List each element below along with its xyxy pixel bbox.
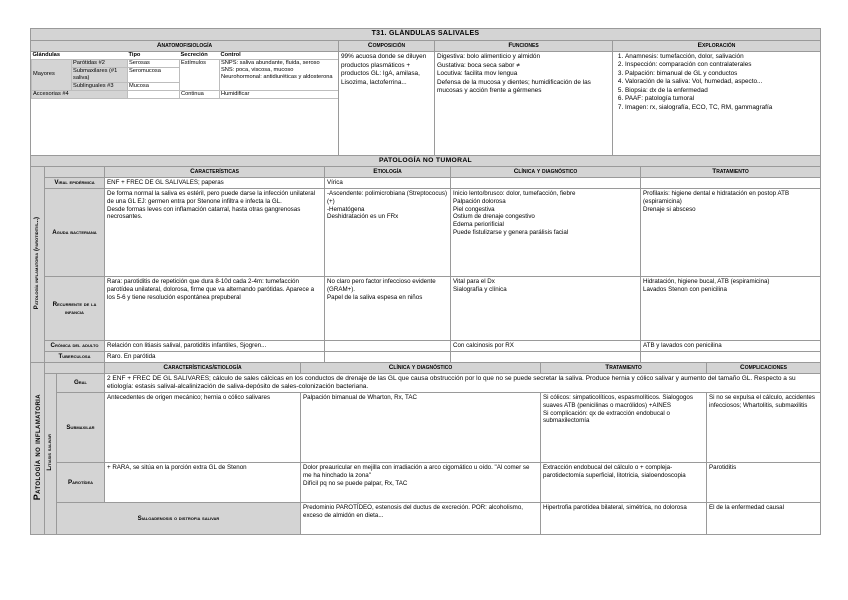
row-label-recurrente: Recurrente de la infancia [45,277,105,341]
overview-table [30,28,821,167]
list-item: 2. Inspección: comparación con contralaterales [625,61,818,69]
parotidea-caracteristicas: + RARA, se sitúa en la porción extra GL de Stenon [105,463,301,503]
mayores-label: Mayores [32,59,72,90]
sublinguales-tipo: Mucosa [128,82,180,90]
aguda-caracteristicas: De forma normal la saliva es estéril, pero puede darse la infección unilateral de una GL EJ: germen entra por Stenone infiltra e infecta la GL. Desde formas leves con inflamación catarral, hasta otras gangrenosas necrosantes. [105,189,325,277]
row-label-submaxilar: Submaxilar [57,393,105,463]
aguda-tratamiento: Profilaxis: higiene dental e hidratación en postop ATB (espiramicina) Drenaje si absceso [641,189,821,277]
col-secrecion: Secreción [180,51,208,58]
cronica-etiologia [325,341,451,352]
header-caract-etiologia: Características/etiología [105,362,301,373]
exploracion-cell [613,51,821,155]
list-item: 3. Palpación: bimanual de GL y conductos [625,70,818,78]
submaxilar-tratamiento: Si cólicos: simpaticolíticos, espasmolíticos. Sialogogos suaves ATB (penicilinas o macrólidos) +AINES Si complicación: qx de extracción endobucal o submaxilectomía [541,393,707,463]
aguda-clinica: Inicio lento/brusco: dolor, tumefacción, fiebre Palpación dolorosa Piel congestiva Ostium de drenaje congestivo Edema periorificial Puede fistulizarse y genera parálisis facial [451,189,641,277]
tuberculosa-etiologia [325,351,451,362]
no-inflamatoria-table [30,362,821,535]
estimulos: Estímulos [180,59,220,90]
header-caracteristicas: Características [105,167,325,178]
anatomia-cell [31,51,339,155]
recurrente-caracteristicas: Rara: parotiditis de repetición que dura 8-10d cada 2-4m: tumefacción parotídea unilateral, dolorosa, firme que va alternando parótidas. Aparece a los 5-6 y tiene resolución espontánea prepuberal [105,277,325,341]
header-clinica-dx: Clínica y diagnóstico [301,362,541,373]
anatomia-table [31,52,339,99]
tuberculosa-clinica [451,351,641,362]
row-label-cronica: Crónica del adulto [45,341,105,352]
list-item: 6. PAAF: patología tumoral [625,95,818,103]
inflamatoria-vertical-label: Patología inflamatoria (parotiditis...) [31,167,45,362]
row-label-gral: Gral [57,373,105,392]
sialoadenosis-caracteristicas: Predominio PAROTÍDEO, estenosis del ductus de excreción. POR: alcoholismo, exceso de almidón en dieta... [301,503,541,535]
row-label-tuberculosa: Tuberculosa [45,351,105,362]
exploracion-header: Exploración [613,40,821,51]
col-glandulas: Glándulas [32,51,60,58]
inflamatoria-table [30,166,821,362]
anatomia-header: Anatomofisiología [31,40,339,51]
parotidea-clinica: Dolor preauricular en mejilla con irradiación a arco cigomático u oído. "Al comer se me ha hinchado la zona" Difícil pq no se puede palpar, Rx, TAC [301,463,541,503]
parotidea-tratamiento: Extracción endobucal del cálculo o + compleja- parotidectomía superficial, litotricia, sialoendoscopia [541,463,707,503]
continua: Continua [180,90,220,98]
recurrente-tratamiento: Hidratación, higiene bucal, ATB (espiramicina) Lavados Stenon con penicilina [641,277,821,341]
litiasis-vertical-label: Litiasis salivar [45,373,57,534]
col-control: Control [220,51,241,58]
tuberculosa-tratamiento [641,351,821,362]
sialoadenosis-clinica: Hipertrofia parotídea bilateral, simétrica, no dolorosa [541,503,707,535]
no-inflamatoria-vertical-label: Patología no inflamatoria [31,362,45,534]
submaxilares-tipo: Seromucosa [128,67,180,82]
list-item: 4. Valoración de la saliva: Vol, humedad, aspecto... [625,78,818,86]
cronica-caracteristicas: Relación con litiasis salival, parotiditis infantiles, Sjogren... [105,341,325,352]
parotidas-tipo: Serosas [128,59,180,67]
row-label-aguda: Aguda bacteriana [45,189,105,277]
composicion-text: 99% acuosa donde se diluyen productos plasmáticos + productos GL: IgA, amilasa, Lisozima, lactoferrina... [339,51,435,155]
tuberculosa-caracteristicas: Raro. En parótida [105,351,325,362]
col-tipo: Tipo [128,51,141,58]
list-item: 7. Imagen: rx, sialografía, ECO, TC, RM, gammagrafía [625,104,818,112]
header-clinica: Clínica y diagnóstico [451,167,641,178]
parotidea-complicaciones: Parotiditis [707,463,821,503]
submaxilar-clinica: Palpación bimanual de Wharton, Rx, TAC [301,393,541,463]
header-complicaciones: Complicaciones [707,362,821,373]
submaxilares-label: Submaxilares (#1 saliva) [72,67,128,82]
viral-tratamiento [641,178,821,189]
viral-etiologia: Vírica [325,178,451,189]
control-text: SNPS: saliva abundante, fluida, seroso SNS: poca, viscosa, mucoso Neurohormonal: antidiuréticas y aldosterona [220,59,339,90]
header-etiologia: Etiología [325,167,451,178]
row-label-sialoadenosis: Sialoadenosis o distrofia salivar [57,503,301,535]
document-page [30,28,820,535]
page-title: T31. GLÁNDULAS SALIVALES [31,29,821,41]
viral-clinica [451,178,641,189]
composicion-header: Composición [339,40,435,51]
patologia-no-tumoral-title: PATOLOGÍA NO TUMORAL [31,155,821,166]
list-item: 1. Anamnesis: tumefacción, dolor, salivación [625,53,818,61]
row-label-parotidea: Parotídea [57,463,105,503]
parotidas-label: Parótidas #2 [72,59,128,67]
funciones-text: Digestiva: bolo alimenticio y almidón Gustativa: boca seca sabor ≠ Locutiva: facilita mov lengua Defensa de la mucosa y dientes; humidificación de las mucosas y acción frente a gérmenes [435,51,613,155]
header-tratamiento-2: Tratamiento [541,362,707,373]
list-item: 5. Biopsia: dx de la enfermedad [625,87,818,95]
submaxilar-complicaciones: Si no se expulsa el cálculo, accidentes infecciosos; Whartolitis, submaxilitis [707,393,821,463]
viral-caracteristicas: ENF + FREC DE GL SALIVALES; paperas [105,178,325,189]
row-label-viral: Viral epidérmica [45,178,105,189]
sialoadenosis-tratamiento: El de la enfermedad causal [707,503,821,535]
exploracion-list [615,53,818,112]
header-tratamiento: Tratamiento [641,167,821,178]
cronica-clinica: Con calcinosis por RX [451,341,641,352]
sublinguales-label: Sublinguales #3 [72,82,128,90]
aguda-etiologia: -Ascendente: polimicrobiana (Streptococus) (+) -Hematógena Deshidratación es un FRx [325,189,451,277]
accesorias-label: Accesorias #4 [32,90,128,98]
humidificar: Humidificar [220,90,339,98]
gral-text: 2 ENF + FREC DE GL SALIVARES; cálculo de sales cálcicas en los conductos de drenaje de las GL que causa obstrucción por lo que no se puede secretar la saliva. Produce hernia y cólico salivar y aumento del tamaño GL. Respecto a su etiología: estasis salival-alcalinización de saliva-depósito de sales-colonización bacteriana. [105,373,821,392]
recurrente-clinica: Vital para el Dx Sialografía y clínica [451,277,641,341]
recurrente-etiologia: No claro pero factor infeccioso evidente (GRAM+). Papel de la saliva espesa en niños [325,277,451,341]
funciones-header: Funciones [435,40,613,51]
cronica-tratamiento: ATB y lavados con penicilina [641,341,821,352]
submaxilar-caracteristicas: Antecedentes de origen mecánico; hernia o cólico salivares [105,393,301,463]
